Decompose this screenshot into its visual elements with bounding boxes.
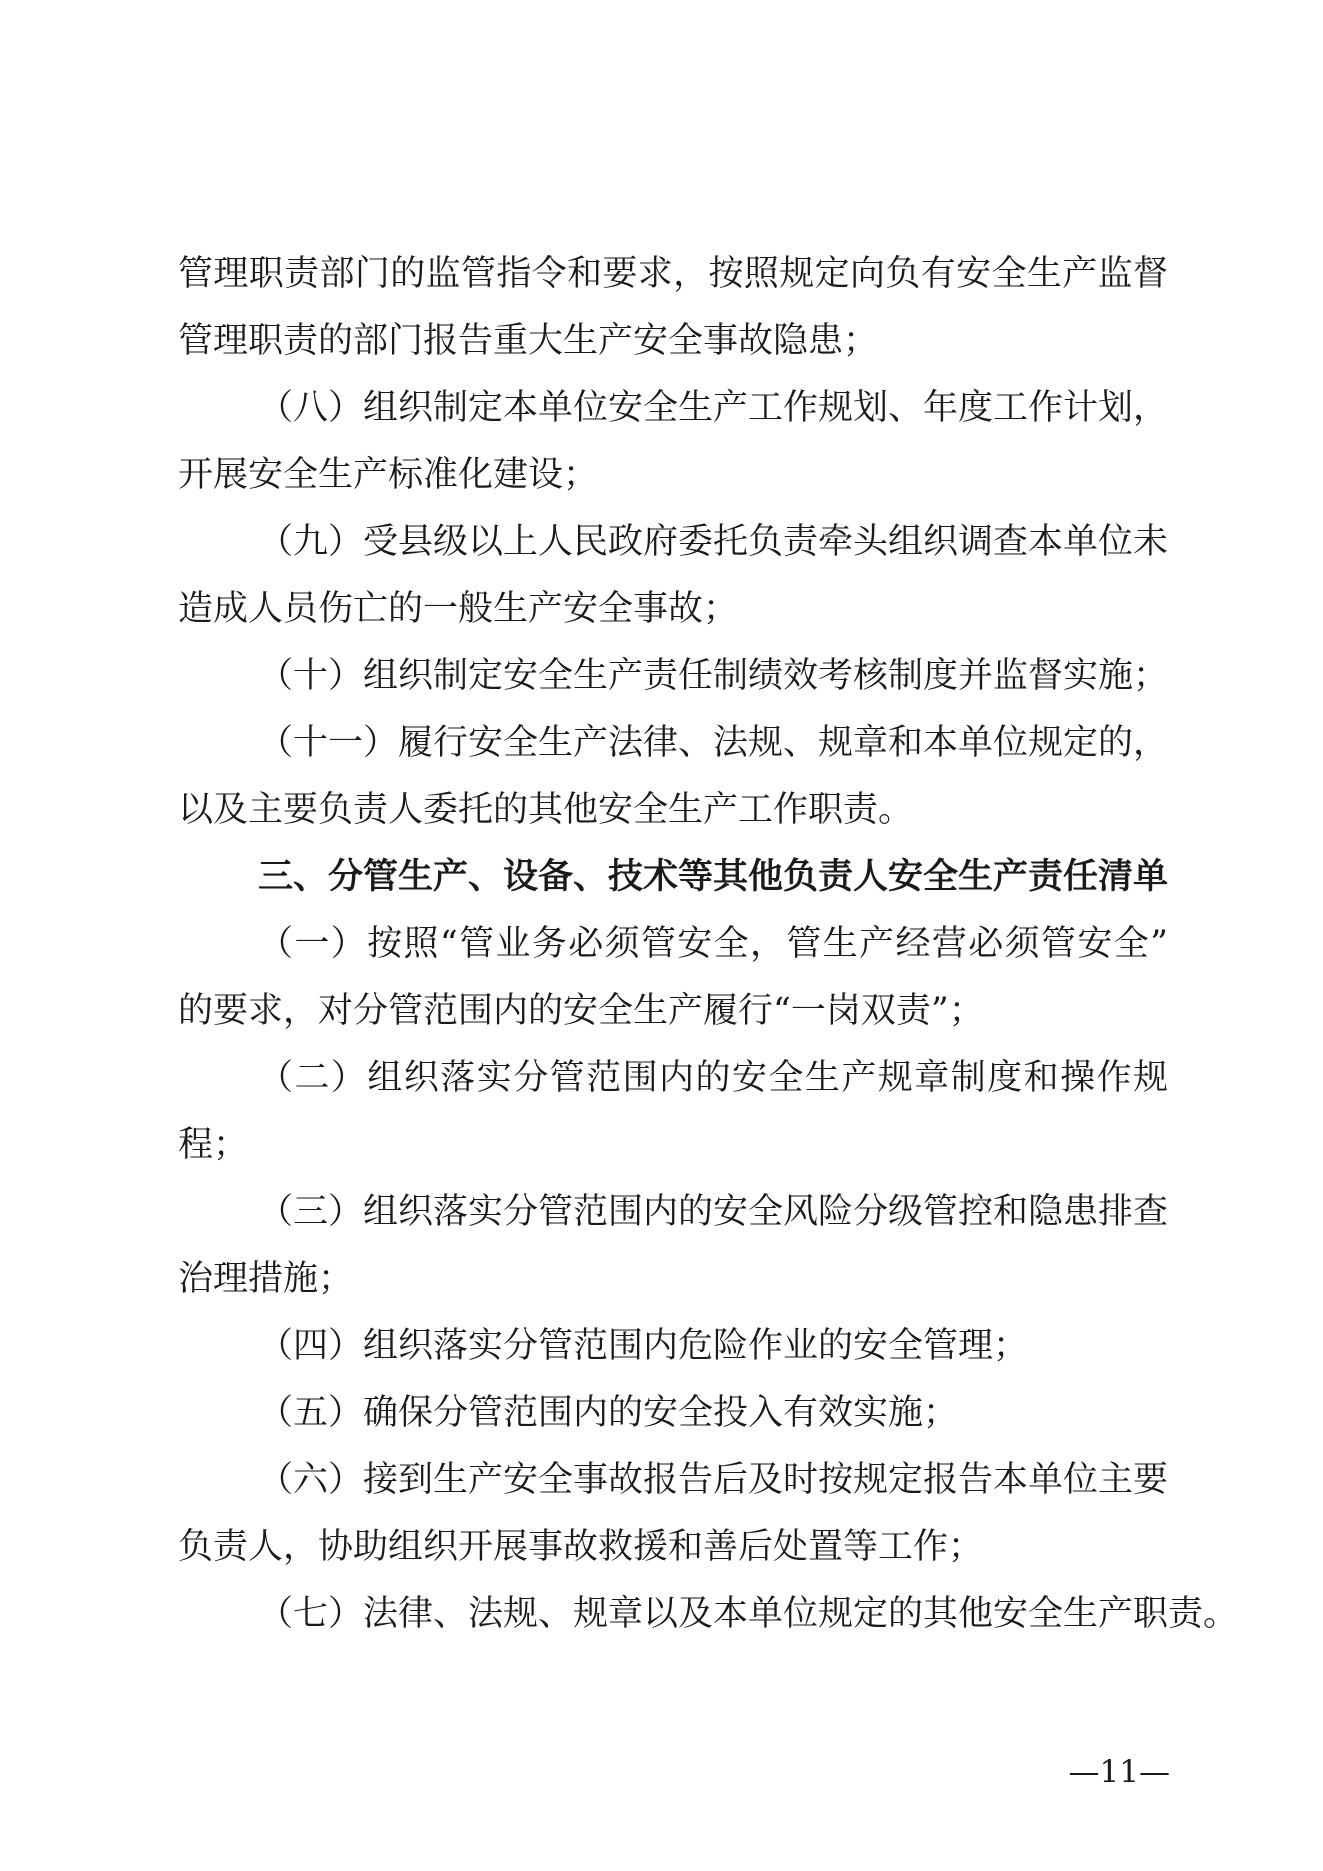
text-line: （六）接到生产安全事故报告后及时按规定报告本单位主要 [258, 1460, 1169, 1500]
text-line: （三）组织落实分管范围内的安全风险分级管控和隐患排查 [258, 1192, 1169, 1232]
text-line: 的要求，对分管范围内的安全生产履行“一岗双责”； [178, 991, 984, 1031]
text-line: （一）按照“管业务必须管安全，管生产经营必须管安全” [258, 924, 1168, 964]
text-line: （十一）履行安全生产法律、法规、规章和本单位规定的， [258, 723, 1169, 763]
text-line: （四）组织落实分管范围内危险作业的安全管理； [258, 1326, 1029, 1366]
section-heading: 三、分管生产、设备、技术等其他负责人安全生产责任清单 [258, 857, 1169, 897]
text-line: 程； [178, 1125, 249, 1165]
text-line: 管理职责的部门报告重大生产安全事故隐患； [178, 321, 879, 361]
text-line: 负责人，协助组织开展事故救援和善后处置等工作； [178, 1527, 984, 1567]
text-line: （九）受县级以上人民政府委托负责牵头组织调查本单位未 [258, 522, 1169, 562]
text-line: 以及主要负责人委托的其他安全生产工作职责。 [178, 790, 914, 830]
text-line: （二）组织落实分管范围内的安全生产规章制度和操作规 [258, 1058, 1168, 1098]
text-line: 治理措施； [178, 1259, 354, 1299]
text-line: （八）组织制定本单位安全生产工作规划、年度工作计划， [258, 388, 1169, 428]
text-line: （五）确保分管范围内的安全投入有效实施； [258, 1393, 959, 1433]
text-line: （七）法律、法规、规章以及本单位规定的其他安全生产职责。 [258, 1594, 1239, 1634]
text-line: 管理职责部门的监管指令和要求，按照规定向负有安全生产监督 [178, 254, 1168, 294]
text-line: 开展安全生产标准化建设； [178, 455, 599, 495]
text-line: 造成人员伤亡的一般生产安全事故； [178, 589, 739, 629]
text-line: （十）组织制定安全生产责任制绩效考核制度并监督实施； [258, 656, 1169, 696]
page-number: —11— [1068, 1754, 1170, 1790]
